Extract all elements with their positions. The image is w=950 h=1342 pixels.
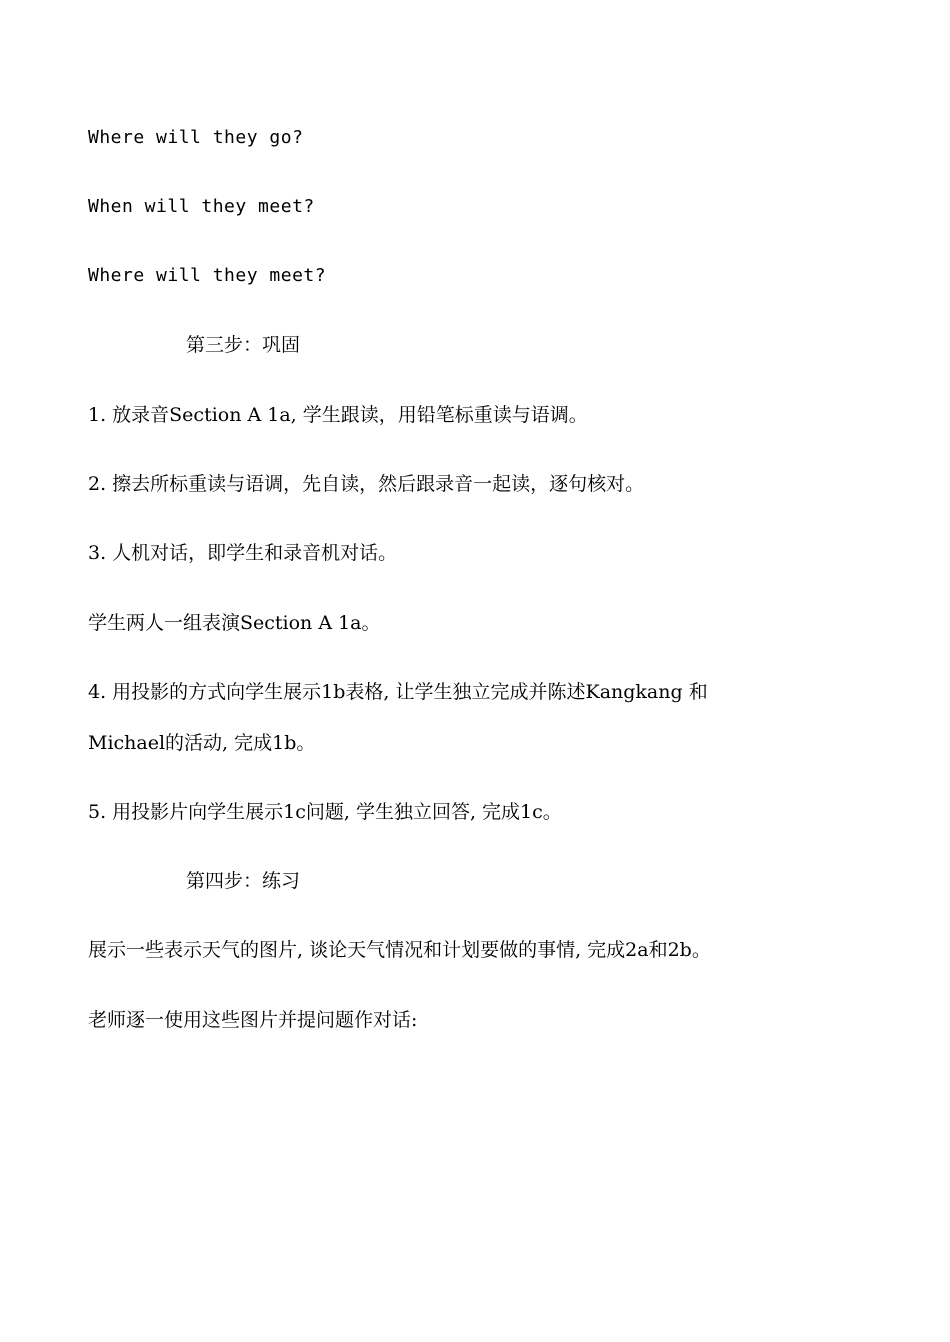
step3-item: 5. 用投影片向学生展示1c问题, 学生独立回答, 完成1c。	[88, 801, 562, 823]
question-line: Where will they go?	[88, 127, 304, 148]
question-line: Where will they meet?	[88, 265, 327, 286]
step4-item: 展示一些表示天气的图片, 谈论天气情况和计划要做的事情, 完成2a和2b。	[88, 939, 711, 961]
step3-item: 学生两人一组表演Section A 1a。	[88, 612, 381, 634]
step3-heading: 第三步：巩固	[186, 334, 301, 356]
question-line: When will they meet?	[88, 196, 315, 217]
step3-item: Michael的活动, 完成1b。	[88, 732, 316, 754]
step3-item: 2. 擦去所标重读与语调，先自读，然后跟录音一起读，逐句核对。	[88, 473, 645, 495]
step3-item: 1. 放录音Section A 1a, 学生跟读，用铅笔标重读与语调。	[88, 404, 588, 426]
step3-item: 4. 用投影的方式向学生展示1b表格, 让学生独立完成并陈述Kangkang 和	[88, 681, 708, 703]
step3-item: 3. 人机对话，即学生和录音机对话。	[88, 542, 398, 564]
step4-heading: 第四步：练习	[186, 870, 301, 892]
step4-item: 老师逐一使用这些图片并提问题作对话:	[88, 1009, 418, 1031]
